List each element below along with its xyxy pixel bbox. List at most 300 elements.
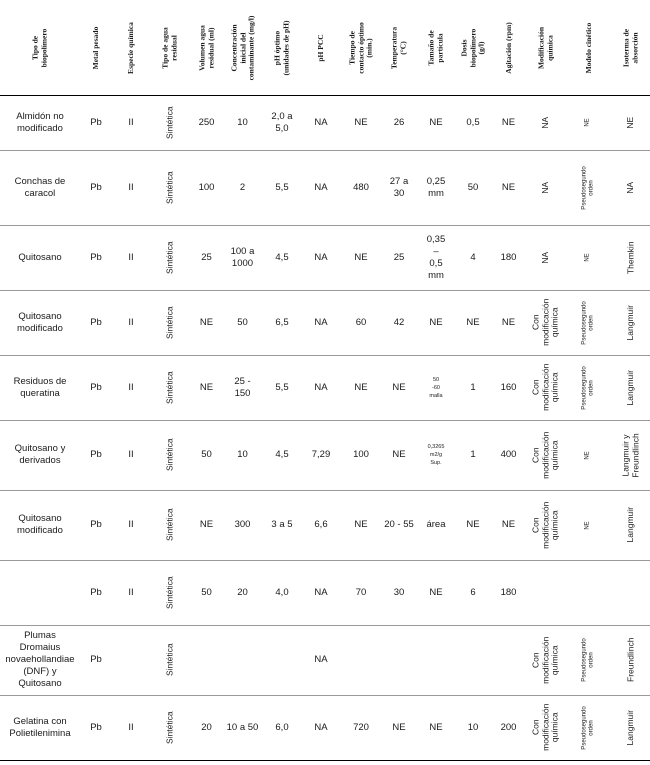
column-header: [80, 0, 112, 95]
cell-value: NE: [466, 316, 480, 328]
table-cell: [262, 355, 302, 420]
table-cell: [262, 95, 302, 150]
cell-value: Sintética: [164, 306, 175, 339]
cell-value: Langmuir: [625, 507, 636, 543]
column-header-label: Isoterma de absorción: [621, 28, 639, 67]
cell-value: Pb: [90, 654, 102, 665]
cell-value: Themkin: [625, 241, 636, 274]
cell-value: Pb: [90, 181, 102, 193]
column-header-label: Temperatura (°C): [389, 26, 407, 69]
cell-value: 200: [500, 721, 517, 733]
cell-value: Sintética: [164, 711, 175, 744]
cell-value: Plumas Dromaius novaehollandiae (DNF) y Quitosano: [5, 630, 75, 689]
table-row: [0, 95, 650, 150]
table-cell: [112, 290, 150, 355]
table-cell: [112, 225, 150, 290]
table-cell: [416, 95, 456, 150]
table-cell: [456, 695, 490, 760]
cell-value: Pb: [90, 116, 102, 128]
cell-value: 26: [393, 116, 405, 128]
cell-value: NE: [501, 181, 516, 193]
cell-value: NA: [314, 586, 328, 598]
row-divider: [0, 695, 650, 696]
table-cell: [80, 150, 112, 225]
cell-value: 2,0 a 5,0: [271, 110, 293, 134]
cell-value: NE: [501, 519, 516, 530]
cell-value: 5,5: [275, 181, 289, 193]
column-header: [382, 0, 416, 95]
table-cell: [527, 490, 565, 560]
table-row: [0, 490, 650, 560]
cell-value: 50: [237, 316, 248, 328]
table-cell: [490, 420, 527, 490]
cell-value: 2: [239, 181, 246, 193]
table-cell: [456, 150, 490, 225]
cell-value: Quitosano modificado: [17, 310, 63, 334]
cell-value: Pb: [90, 586, 102, 598]
column-header: [340, 0, 382, 95]
table-cell: [302, 225, 340, 290]
cell-value: 10: [237, 116, 248, 128]
cell-value: Con modificación química: [530, 501, 560, 549]
column-header: [0, 0, 80, 95]
cell-value: NE: [501, 116, 516, 128]
cell-value: Residuos de queratina: [13, 375, 67, 399]
cell-value: Sintética: [164, 576, 175, 609]
cell-value: 0,35 – 0,5 mm: [426, 233, 446, 281]
cell-value: NE: [199, 316, 214, 328]
cell-value: Langmuir: [625, 369, 636, 406]
table-cell: [565, 560, 612, 625]
column-header-label: Agitación (rpm): [503, 21, 513, 74]
table-cell: [527, 695, 565, 760]
table-cell: [527, 420, 565, 490]
cell-value: Pseudosegundo orden: [581, 165, 595, 210]
column-header: [416, 0, 456, 95]
cell-value: NE: [199, 519, 214, 530]
cell-value: NE: [585, 450, 591, 460]
table-cell: [262, 420, 302, 490]
cell-value: NE: [501, 316, 516, 328]
table-cell: [0, 150, 80, 225]
table-cell: [80, 560, 112, 625]
table-cell: [150, 225, 190, 290]
table-cell: [302, 560, 340, 625]
cell-value: NA: [540, 116, 551, 129]
table-cell: [262, 625, 302, 695]
table-cell: [190, 420, 223, 490]
table-cell: [340, 150, 382, 225]
table-cell: [150, 355, 190, 420]
cell-value: Gelatina con Polietilenimina: [9, 715, 71, 739]
cell-value: NE: [429, 721, 443, 733]
cell-value: Con modificación química: [530, 363, 560, 412]
row-divider: [0, 560, 650, 561]
column-header: [490, 0, 527, 95]
cell-value: 160: [500, 381, 517, 393]
column-header-label: Dosis biopolímero (g/l): [459, 28, 486, 67]
table-cell: [416, 420, 456, 490]
table-cell: [340, 695, 382, 760]
cell-value: 42: [393, 316, 405, 328]
table-cell: [416, 695, 456, 760]
table-cell: [612, 420, 650, 490]
column-header: [190, 0, 223, 95]
table-cell: [382, 95, 416, 150]
table-cell: [382, 490, 416, 560]
table-row: [0, 225, 650, 290]
cell-value: 480: [353, 181, 369, 193]
cell-value: Pb: [90, 251, 102, 263]
table-row: [0, 420, 650, 490]
table-cell: [0, 290, 80, 355]
cell-value: II: [128, 116, 134, 128]
table-cell: [112, 625, 150, 695]
cell-value: II: [128, 381, 134, 393]
table-cell: [223, 150, 262, 225]
table-cell: [223, 95, 262, 150]
table-cell: [80, 420, 112, 490]
cell-value: NE: [392, 449, 406, 460]
cell-value: NA: [314, 316, 328, 328]
cell-value: NE: [354, 251, 368, 263]
table-cell: [490, 490, 527, 560]
cell-value: 1: [470, 381, 476, 393]
table-cell: [340, 490, 382, 560]
cell-value: NE: [392, 721, 406, 733]
cell-value: 7,29: [311, 449, 331, 460]
table-cell: [0, 560, 80, 625]
cell-value: Sintética: [164, 371, 175, 404]
cell-value: 20: [201, 721, 212, 733]
cell-value: 0,25 mm: [426, 175, 446, 199]
table-row: [0, 560, 650, 625]
cell-value: NE: [429, 586, 443, 598]
table-cell: [223, 695, 262, 760]
cell-value: 25: [393, 251, 405, 263]
table-cell: [80, 490, 112, 560]
table-cell: [340, 355, 382, 420]
table-cell: [456, 95, 490, 150]
cell-value: 6,5: [275, 316, 289, 328]
table-cell: [0, 490, 80, 560]
cell-value: NA: [314, 721, 328, 733]
table-cell: [456, 290, 490, 355]
cell-value: 250: [198, 116, 215, 128]
cell-value: Pseudosegundo orden: [581, 365, 595, 410]
cell-value: Pb: [90, 316, 102, 328]
cell-value: NA: [625, 181, 636, 194]
table-cell: [112, 490, 150, 560]
table-cell: [262, 695, 302, 760]
cell-value: Sintética: [164, 241, 175, 274]
table-cell: [456, 225, 490, 290]
table-cell: [190, 355, 223, 420]
cell-value: 0,3265 m2/g Sup.: [427, 444, 445, 466]
table-cell: [490, 95, 527, 150]
table-cell: [223, 225, 262, 290]
table-cell: [150, 290, 190, 355]
cell-value: Pb: [90, 449, 102, 460]
table-cell: [490, 150, 527, 225]
row-divider: [0, 95, 650, 96]
table-cell: [565, 625, 612, 695]
table-cell: [527, 150, 565, 225]
row-divider: [0, 420, 650, 421]
cell-value: Langmuir: [625, 709, 636, 746]
cell-value: 50 -60 malla: [429, 376, 443, 399]
cell-value: NA: [314, 116, 328, 128]
cell-value: 4,0: [275, 586, 289, 598]
table-cell: [80, 95, 112, 150]
cell-value: Pseudosegundo orden: [581, 705, 595, 750]
cell-value: Almidón no modificado: [16, 110, 64, 134]
cell-value: 720: [353, 721, 369, 733]
column-header: [112, 0, 150, 95]
table-row: [0, 695, 650, 760]
table-cell: [612, 95, 650, 150]
table-cell: [416, 290, 456, 355]
table-cell: [490, 355, 527, 420]
column-header-label: Tipo de biopolímero: [30, 28, 48, 67]
table-cell: [223, 355, 262, 420]
column-header-label: Volumen agua residual (ml): [197, 24, 215, 71]
column-header: [302, 0, 340, 95]
table-cell: [612, 560, 650, 625]
table-cell: [0, 625, 80, 695]
cell-value: 4,5: [275, 449, 289, 460]
cell-value: II: [128, 519, 134, 530]
table-cell: [382, 225, 416, 290]
cell-value: Sintética: [164, 171, 175, 204]
cell-value: II: [128, 251, 134, 263]
table-cell: [382, 695, 416, 760]
table-row: [0, 355, 650, 420]
table-cell: [223, 560, 262, 625]
table-cell: [80, 290, 112, 355]
column-header-label: Modelo cinético: [583, 22, 593, 73]
table-cell: [416, 150, 456, 225]
table-row: [0, 150, 650, 225]
cell-value: Con modificación química: [530, 431, 560, 479]
cell-value: 10 a 50: [226, 721, 259, 733]
table-row: [0, 290, 650, 355]
cell-value: II: [128, 316, 134, 328]
table-cell: [0, 225, 80, 290]
column-header: [565, 0, 612, 95]
cell-value: 50: [201, 586, 212, 598]
cell-value: NA: [314, 181, 328, 193]
table-cell: [612, 150, 650, 225]
cell-value: 30: [393, 586, 405, 598]
row-divider: [0, 225, 650, 226]
table-cell: [612, 625, 650, 695]
table-cell: [190, 290, 223, 355]
table-cell: [223, 290, 262, 355]
cell-value: NE: [354, 381, 368, 393]
table-cell: [527, 290, 565, 355]
cell-value: 100: [353, 449, 369, 460]
column-header-label: Concentración inicial del contaminante (mg/l): [228, 15, 255, 80]
table-cell: [150, 625, 190, 695]
table-cell: [565, 355, 612, 420]
table-cell: [150, 560, 190, 625]
table-cell: [0, 355, 80, 420]
table-cell: [150, 695, 190, 760]
table-cell: [190, 695, 223, 760]
table-cell: [490, 290, 527, 355]
cell-value: Quitosano modificado: [17, 513, 63, 536]
column-header-label: Tamaño de partícula: [426, 29, 444, 66]
table-cell: [382, 625, 416, 695]
table-cell: [302, 355, 340, 420]
column-header-label: pH PCC: [315, 33, 325, 62]
cell-value: NA: [314, 654, 328, 665]
column-header: [612, 0, 650, 95]
table-cell: [190, 95, 223, 150]
table-cell: [456, 420, 490, 490]
table-cell: [262, 560, 302, 625]
row-divider: [0, 355, 650, 356]
cell-value: NE: [354, 519, 368, 530]
table-cell: [340, 560, 382, 625]
cell-value: 3 a 5: [271, 519, 293, 530]
table-cell: [565, 225, 612, 290]
cell-value: Sintética: [164, 643, 175, 677]
cell-value: 100 a 1000: [230, 245, 255, 269]
cell-value: 10: [467, 721, 479, 733]
table-cell: [150, 420, 190, 490]
cell-value: Pb: [90, 519, 102, 530]
table-cell: [112, 695, 150, 760]
cell-value: 6: [470, 586, 476, 598]
table-cell: [340, 420, 382, 490]
table-cell: [302, 95, 340, 150]
table-cell: [340, 95, 382, 150]
table-cell: [527, 355, 565, 420]
column-header: [150, 0, 190, 95]
cell-value: 180: [500, 586, 517, 598]
table-cell: [302, 625, 340, 695]
cell-value: 5,5: [275, 381, 289, 393]
cell-value: 20 - 55: [384, 519, 414, 530]
cell-value: Freundlinch: [625, 637, 636, 683]
table-cell: [490, 695, 527, 760]
row-divider: [0, 760, 650, 761]
cell-value: NE: [354, 116, 368, 128]
cell-value: 70: [355, 586, 367, 598]
table-cell: [262, 150, 302, 225]
table-cell: [382, 560, 416, 625]
cell-value: Langmuir: [625, 304, 636, 341]
cell-value: NA: [314, 381, 328, 393]
cell-value: NE: [429, 116, 443, 128]
table-cell: [416, 490, 456, 560]
cell-value: 60: [355, 316, 367, 328]
cell-value: Con modificación química: [530, 703, 560, 752]
table-cell: [112, 95, 150, 150]
table-cell: [456, 355, 490, 420]
table-cell: [612, 355, 650, 420]
cell-value: 6,6: [314, 519, 328, 530]
cell-value: área: [426, 519, 446, 530]
cell-value: NA: [314, 251, 328, 263]
cell-value: Pb: [90, 381, 102, 393]
table-cell: [565, 420, 612, 490]
cell-value: 400: [500, 449, 517, 460]
table-cell: [456, 560, 490, 625]
column-header: [262, 0, 302, 95]
table-cell: [612, 490, 650, 560]
cell-value: Sintética: [164, 438, 175, 472]
cell-value: NE: [585, 253, 591, 262]
table-cell: [302, 420, 340, 490]
table-cell: [80, 625, 112, 695]
column-header-label: Tipo de agua residual: [160, 26, 178, 69]
cell-value: NA: [540, 181, 551, 194]
table-cell: [112, 560, 150, 625]
cell-value: Pb: [90, 721, 102, 733]
column-header-label: Modificación química: [536, 26, 554, 69]
table-cell: [0, 695, 80, 760]
cell-value: Langmuir y Freundlinch: [620, 432, 641, 478]
table-cell: [490, 225, 527, 290]
cell-value: 27 a 30: [389, 175, 409, 199]
table-cell: [340, 625, 382, 695]
table-cell: [527, 625, 565, 695]
cell-value: II: [128, 721, 134, 733]
cell-value: NE: [429, 316, 443, 328]
cell-value: 20: [237, 586, 248, 598]
table-cell: [565, 95, 612, 150]
table-cell: [112, 420, 150, 490]
table-cell: [190, 225, 223, 290]
cell-value: 1: [470, 449, 476, 460]
table-cell: [112, 150, 150, 225]
row-divider: [0, 290, 650, 291]
table-cell: [190, 150, 223, 225]
table-cell: [190, 490, 223, 560]
table-cell: [190, 560, 223, 625]
column-header-label: Especie química: [125, 21, 135, 74]
table-cell: [456, 625, 490, 695]
cell-value: 4: [470, 251, 476, 263]
cell-value: 100: [198, 181, 215, 193]
column-header: [456, 0, 490, 95]
cell-value: Pseudosegundo orden: [581, 300, 595, 345]
cell-value: NE: [392, 381, 406, 393]
table-cell: [527, 560, 565, 625]
table-cell: [340, 225, 382, 290]
table-row: [0, 625, 650, 695]
table-cell: [80, 225, 112, 290]
cell-value: Quitosano y derivados: [14, 443, 66, 466]
table-cell: [112, 355, 150, 420]
cell-value: 180: [500, 251, 517, 263]
table-cell: [302, 695, 340, 760]
table-cell: [150, 95, 190, 150]
table-cell: [527, 225, 565, 290]
table-cell: [416, 560, 456, 625]
cell-value: II: [128, 449, 134, 460]
table-cell: [80, 695, 112, 760]
cell-value: 0,5: [466, 116, 480, 128]
table-cell: [490, 625, 527, 695]
table-cell: [223, 490, 262, 560]
cell-value: 25: [201, 251, 212, 263]
table-cell: [223, 625, 262, 695]
table-cell: [80, 355, 112, 420]
